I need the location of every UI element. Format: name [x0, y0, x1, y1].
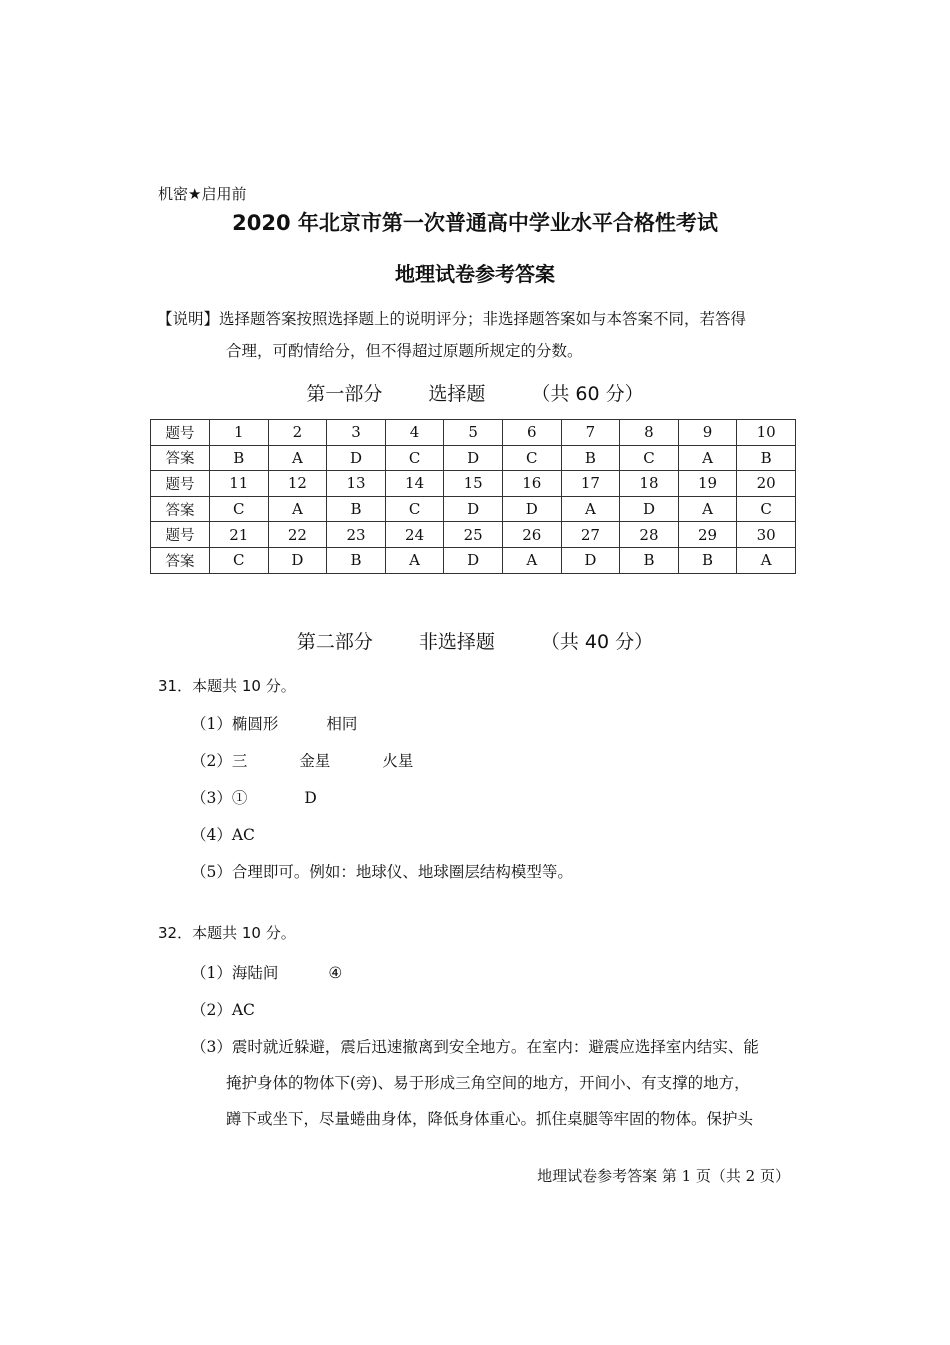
table-cell: D [620, 496, 679, 522]
table-cell: 27 [561, 522, 620, 548]
table-cell: B [678, 547, 737, 573]
table-cell: A [385, 547, 444, 573]
table-cell: B [210, 445, 269, 471]
table-cell: D [327, 445, 386, 471]
table-cell: B [561, 445, 620, 471]
row-label: 题号 [151, 522, 210, 548]
table-cell: A [678, 496, 737, 522]
table-cell: 16 [502, 471, 561, 497]
q32-answer-3-line-2: 掩护身体的物体下(旁)、易于形成三角空间的地方，开间小、有支撑的地方， [226, 1074, 750, 1092]
table-row [151, 420, 796, 446]
table-cell: 18 [620, 471, 679, 497]
table-cell: D [268, 547, 327, 573]
table-cell: 8 [620, 420, 679, 446]
table-cell: A [268, 496, 327, 522]
q32-answer-1 [191, 961, 342, 983]
table-cell: 3 [327, 420, 386, 446]
note-line-1: 【说明】选择题答案按照选择题上的说明评分；非选择题答案如与本答案不同，若答得 [157, 310, 747, 328]
confidential-label: 机密★启用前 [158, 185, 247, 203]
q32-answer-2: （2）AC [191, 1001, 255, 1019]
q32-answer-3-line-1: （3）震时就近躲避，震后迅速撤离到安全地方。在室内：避震应选择室内结实、能 [191, 1038, 759, 1056]
table-row [151, 471, 796, 497]
table-cell: 19 [678, 471, 737, 497]
table-cell: D [502, 496, 561, 522]
table-cell: D [444, 445, 503, 471]
row-label: 题号 [151, 471, 210, 497]
q31-title: 31．本题共 10 分。 [158, 677, 296, 695]
exam-title: 2020 年北京市第一次普通高中学业水平合格性考试 [232, 211, 718, 235]
q32-1-b: ④ [328, 964, 343, 982]
part2-type: 非选择题 [418, 631, 495, 653]
q31-1-a: （1）椭圆形 [191, 715, 279, 733]
table-cell: 28 [620, 522, 679, 548]
q31-answer-1 [191, 712, 357, 734]
table-cell: 6 [502, 420, 561, 446]
part1-score: （共 60 分） [531, 383, 644, 405]
table-row [151, 522, 796, 548]
row-label: 答案 [151, 496, 210, 522]
q31-answer-3 [191, 786, 317, 808]
table-cell: 12 [268, 471, 327, 497]
answer-table [150, 419, 796, 574]
table-cell: 15 [444, 471, 503, 497]
table-cell: 20 [737, 471, 796, 497]
table-cell: A [502, 547, 561, 573]
q31-3-a: （3）① [191, 789, 248, 807]
table-cell: 2 [268, 420, 327, 446]
part2-name: 第二部分 [296, 631, 373, 653]
table-cell: C [502, 445, 561, 471]
table-cell: B [327, 547, 386, 573]
table-cell: D [444, 547, 503, 573]
table-cell: 7 [561, 420, 620, 446]
table-cell: 5 [444, 420, 503, 446]
table-cell: 21 [210, 522, 269, 548]
table-cell: C [385, 445, 444, 471]
table-cell: A [268, 445, 327, 471]
table-cell: 14 [385, 471, 444, 497]
table-cell: B [737, 445, 796, 471]
table-cell: C [210, 547, 269, 573]
table-cell: 10 [737, 420, 796, 446]
table-cell: D [444, 496, 503, 522]
q31-1-b: 相同 [326, 715, 358, 733]
row-label: 答案 [151, 547, 210, 573]
table-cell: 4 [385, 420, 444, 446]
part2-score: （共 40 分） [540, 631, 654, 653]
part2-heading [0, 627, 950, 654]
row-label: 答案 [151, 445, 210, 471]
table-cell: 24 [385, 522, 444, 548]
part1-heading [0, 379, 950, 406]
part1-name: 第一部分 [306, 383, 383, 405]
row-label: 题号 [151, 420, 210, 446]
table-cell: C [737, 496, 796, 522]
q32-answer-3-line-3: 蹲下或坐下，尽量蜷曲身体，降低身体重心。抓住桌腿等牢固的物体。保护头 [226, 1110, 754, 1128]
table-cell: C [210, 496, 269, 522]
table-cell: 11 [210, 471, 269, 497]
part1-type: 选择题 [428, 383, 486, 405]
table-cell: 17 [561, 471, 620, 497]
table-cell: 13 [327, 471, 386, 497]
q32-title: 32．本题共 10 分。 [158, 924, 296, 942]
table-row [151, 445, 796, 471]
table-cell: A [678, 445, 737, 471]
table-cell: A [737, 547, 796, 573]
q31-answer-4: （4）AC [191, 826, 255, 844]
table-cell: D [561, 547, 620, 573]
table-cell: 26 [502, 522, 561, 548]
table-cell: 30 [737, 522, 796, 548]
q31-2-c: 火星 [382, 752, 414, 770]
q32-1-a: （1）海陆间 [191, 964, 279, 982]
table-cell: C [385, 496, 444, 522]
table-cell: 25 [444, 522, 503, 548]
table-row [151, 496, 796, 522]
table-row [151, 547, 796, 573]
q31-answer-5: （5）合理即可。例如：地球仪、地球圈层结构模型等。 [191, 863, 573, 881]
answer-key-title: 地理试卷参考答案 [395, 262, 555, 286]
table-cell: B [327, 496, 386, 522]
q31-3-b: D [304, 789, 317, 807]
page-footer: 地理试卷参考答案 第 1 页（共 2 页） [537, 1167, 790, 1185]
table-cell: A [561, 496, 620, 522]
table-cell: 9 [678, 420, 737, 446]
table-cell: 22 [268, 522, 327, 548]
table-cell: B [620, 547, 679, 573]
q31-answer-2 [191, 749, 413, 771]
table-cell: 1 [210, 420, 269, 446]
q31-2-a: （2）三 [191, 752, 248, 770]
note-line-2: 合理，可酌情给分，但不得超过原题所规定的分数。 [226, 342, 583, 360]
table-cell: C [620, 445, 679, 471]
table-cell: 29 [678, 522, 737, 548]
q31-2-b: 金星 [299, 752, 331, 770]
table-cell: 23 [327, 522, 386, 548]
